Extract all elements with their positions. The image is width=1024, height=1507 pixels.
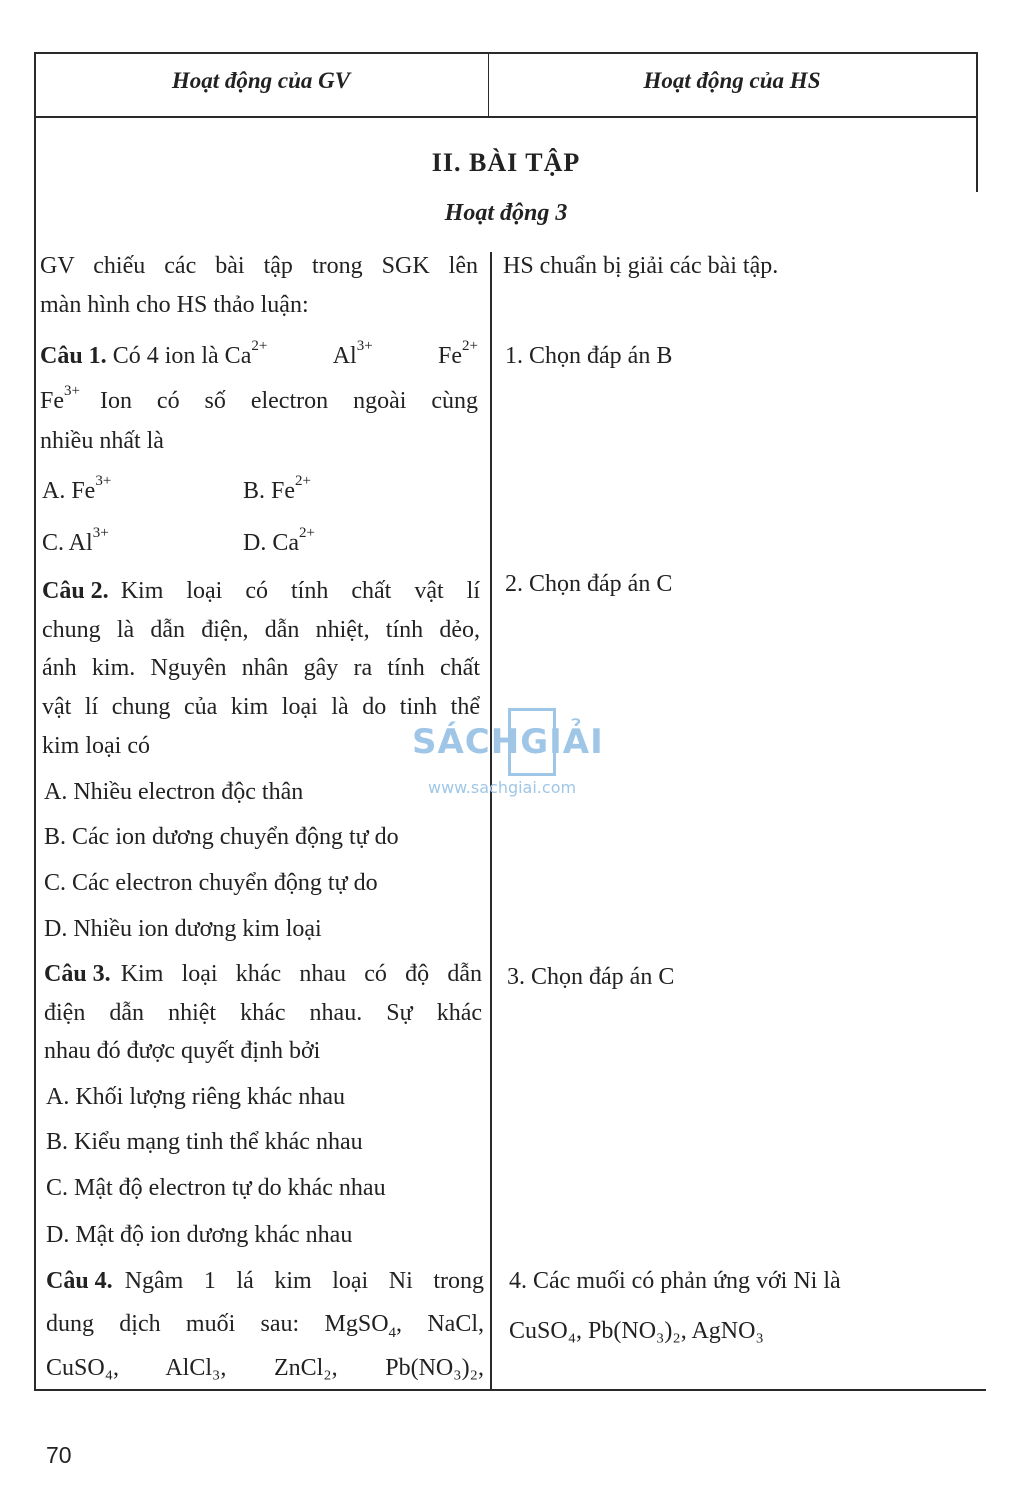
q2-line2: chung là dẫn điện, dẫn nhiệt, tính dẻo, (42, 617, 480, 643)
q3-line3: nhau đó được quyết định bởi (44, 1038, 321, 1064)
q3-option-d: D. Mật độ ion dương khác nhau (46, 1222, 353, 1248)
header-gv: Hoạt động của GV (171, 68, 351, 93)
intro-gv-line2: màn hình cho HS thảo luận: (40, 292, 309, 318)
table-top-border (34, 52, 978, 54)
watermark (410, 708, 620, 808)
q3-label: Câu 3. (44, 961, 111, 987)
column-divider (490, 252, 492, 1390)
q3-answer: 3. Chọn đáp án C (507, 964, 675, 990)
q2-option-d: D. Nhiều ion dương kim loại (44, 916, 322, 942)
table-left-border (34, 52, 36, 1390)
q1-option-c: C. $Al^{3+}$ (42, 525, 109, 556)
table-bottom-border (34, 1389, 986, 1391)
header-hs: Hoạt động của HS (643, 68, 821, 93)
watermark-url: www.sachgiai.com (428, 778, 577, 797)
header-bottom-border (34, 116, 978, 118)
section-title: II. BÀI TẬP (431, 148, 581, 177)
intro-gv-line1: GV chiếu các bài tập trong SGK lên (40, 253, 478, 279)
q1-answer: 1. Chọn đáp án B (505, 343, 673, 369)
q2-line1: Câu 2. Kim loại có tính chất vật lí (42, 572, 480, 611)
q3-line1: Câu 3. Kim loại khác nhau có độ dẫn (44, 955, 482, 994)
q2-option-b: B. Các ion dương chuyển động tự do (44, 824, 399, 850)
intro-hs: HS chuẩn bị giải các bài tập. (503, 253, 779, 279)
q4-line3: CuSO₄, AlCl₃, ZnCl₂, Pb(NO₃)₂, (46, 1355, 484, 1381)
q4-line2: dung dịch muối sau: MgSO$_4$, NaCl, (46, 1311, 484, 1341)
activity-title: Hoạt động 3 (444, 200, 568, 226)
page-number: 70 (46, 1442, 72, 1468)
q2-option-a: A. Nhiều electron độc thân (44, 779, 304, 805)
q1-option-b: B. $Fe^{2+}$ (243, 473, 311, 504)
q1-option-d: D. $Ca^{2+}$ (243, 525, 315, 556)
q4-answer-line1: 4. Các muối có phản ứng với Ni là (509, 1268, 841, 1294)
q3-line2: điện dẫn nhiệt khác nhau. Sự khác (44, 1000, 482, 1026)
q3-option-a: A. Khối lượng riêng khác nhau (46, 1084, 345, 1110)
q2-option-c: C. Các electron chuyển động tự do (44, 870, 378, 896)
q4-label: Câu 4. (46, 1268, 113, 1294)
q2-line3: ánh kim. Nguyên nhân gây ra tính chất (42, 655, 480, 681)
watermark-logo: SÁCHGIẢI (412, 722, 604, 762)
q4-line1: Câu 4. Ngâm 1 lá kim loại Ni trong (46, 1262, 484, 1301)
q2-line5: kim loại có (42, 733, 150, 759)
q3-option-b: B. Kiểu mạng tinh thể khác nhau (46, 1129, 363, 1155)
q2-answer: 2. Chọn đáp án C (505, 571, 673, 597)
q1-line1: Câu 1. Có 4 ion là $Ca^{2+}$ $Al^{3+}$ $Fe^{2+}$ (40, 338, 478, 369)
q1-label: Câu 1. (40, 343, 107, 369)
q2-line4: vật lí chung của kim loại là do tinh thể (42, 694, 480, 720)
q3-option-c: C. Mật độ electron tự do khác nhau (46, 1175, 386, 1201)
q1-line3: nhiều nhất là (40, 428, 164, 454)
q2-label: Câu 2. (42, 578, 109, 604)
q1-line2: $Fe^{3+}$ Ion có số electron ngoài cùng (40, 383, 478, 414)
q4-answer-line2: CuSO₄, Pb(NO₃)₂, AgNO₃ (509, 1318, 764, 1344)
q1-option-a: A. $Fe^{3+}$ (42, 473, 112, 504)
